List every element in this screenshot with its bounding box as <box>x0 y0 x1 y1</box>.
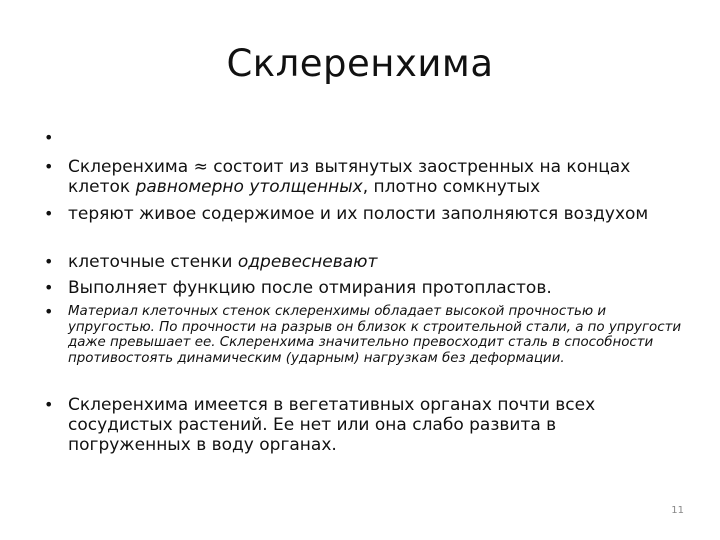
page-number: 11 <box>671 505 684 516</box>
bullet-text <box>68 395 684 455</box>
bullet-text <box>68 278 552 298</box>
bullet-part: Склеренхима ≈ состоит из вытянутых заостренных на концах клеток <box>68 157 631 197</box>
bullet-dot: • <box>44 157 54 176</box>
bullet-item-composition <box>44 157 684 197</box>
bullet-dot: • <box>44 252 54 271</box>
bullet-item-function <box>44 278 684 298</box>
bullet-item-empty <box>44 128 684 148</box>
bullet-part: Выполняет функцию после отмирания протопластов. <box>68 278 552 298</box>
bullet-item-contents <box>44 204 684 224</box>
bullet-dot: • <box>44 395 54 414</box>
bullet-item-material <box>44 304 684 366</box>
bullet-text <box>68 252 377 272</box>
bullet-text <box>68 304 684 366</box>
bullet-item-walls <box>44 252 684 272</box>
bullet-part: , плотно сомкнутых <box>362 177 541 197</box>
bullet-item-occurrence <box>44 395 684 455</box>
bullet-part: клеточные стенки <box>68 252 238 272</box>
bullet-dot: • <box>44 278 54 297</box>
slide-title: Склеренхима <box>226 42 494 85</box>
bullet-part-italic: одревесневают <box>237 252 378 272</box>
bullet-text <box>68 157 684 197</box>
bullet-part: Склеренхима имеется в вегетативных органах почти всех сосудистых растений. Ее нет или она слабо развита в погруженных в воду органах. <box>68 395 596 455</box>
bullet-text <box>68 204 648 224</box>
bullet-dot: • <box>44 128 54 147</box>
bullet-dot: • <box>44 302 54 321</box>
bullet-part-italic: Материал клеточных стенок склеренхимы обладает высокой прочностью и упругостью. По прочности на разрыв он близок к строительной стали, а по упругости даже превышает ее. Склеренхима значительно превосходит сталь в способности противостоять динамическим (ударным) нагрузкам без деформации. <box>68 304 682 366</box>
bullet-dot: • <box>44 204 54 223</box>
bullet-part: теряют живое содержимое и их полости заполняются воздухом <box>68 204 649 224</box>
bullet-part-italic: равномерно утолщенных <box>135 177 363 197</box>
